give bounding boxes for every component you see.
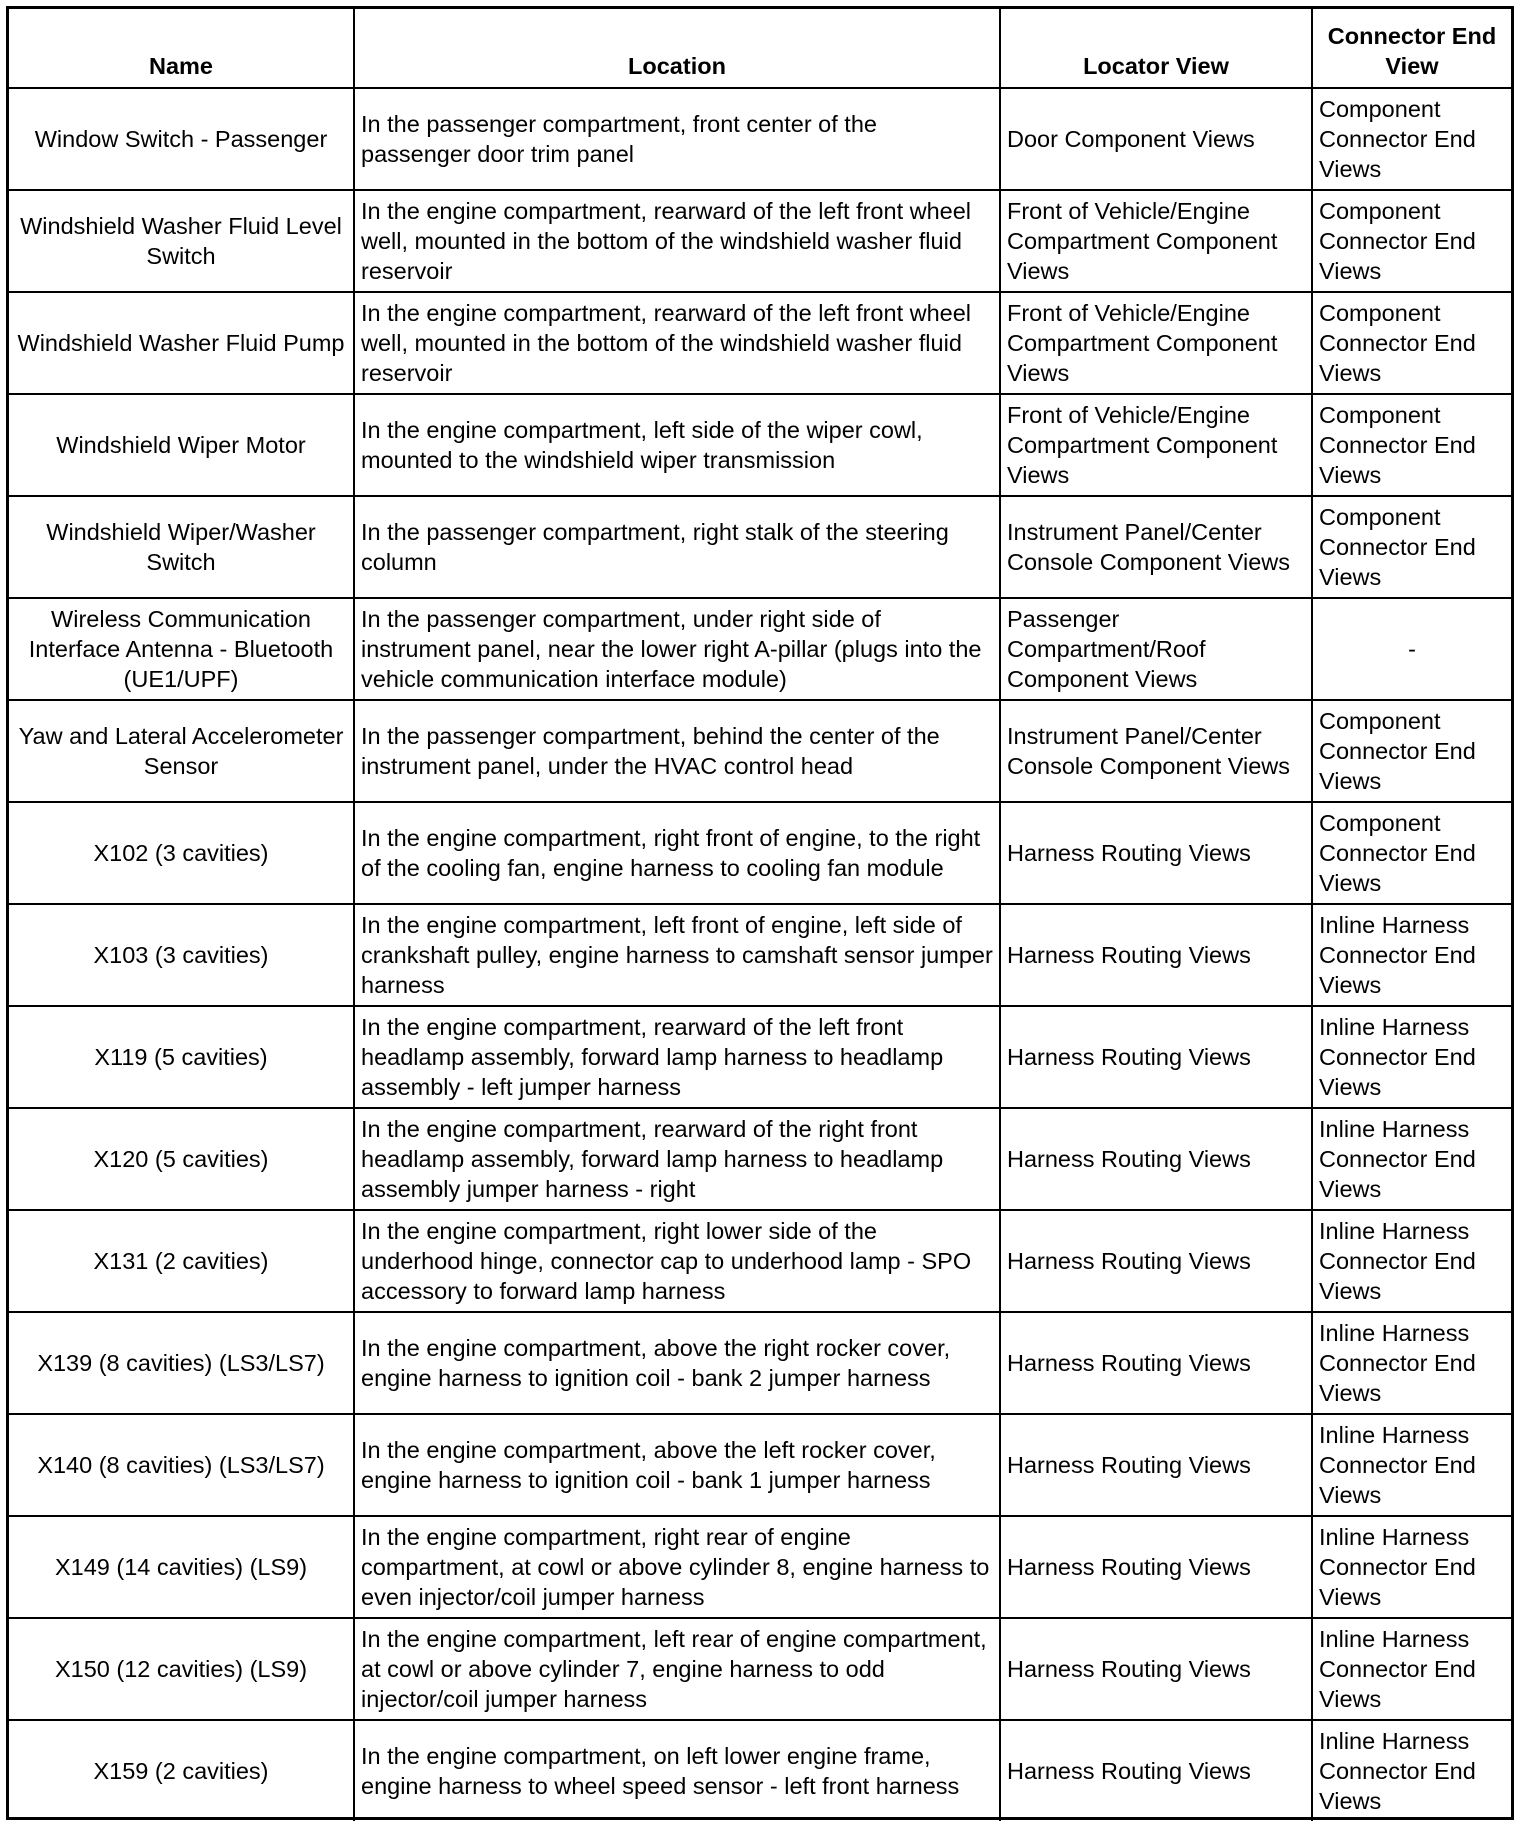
cell-location: In the engine compartment, rearward of the right front headlamp assembly, forward lamp harness to headlamp assembly jumper harness - right xyxy=(354,1108,1000,1210)
cell-location: In the passenger compartment, under right side of instrument panel, near the lower right A-pillar (plugs into the vehicle communication interface module) xyxy=(354,598,1000,700)
table-row xyxy=(9,1312,1511,1414)
cell-locator-view: Harness Routing Views xyxy=(1000,1516,1312,1618)
cell-location: In the engine compartment, on left lower engine frame, engine harness to wheel speed sensor - left front harness xyxy=(354,1720,1000,1821)
cell-locator-view: Front of Vehicle/Engine Compartment Component Views xyxy=(1000,190,1312,292)
cell-locator-view: Harness Routing Views xyxy=(1000,904,1312,1006)
table-row xyxy=(9,1516,1511,1618)
table-row xyxy=(9,292,1511,394)
header-location: Location xyxy=(354,9,1000,88)
cell-connector-end-view: Inline Harness Connector End Views xyxy=(1312,904,1511,1006)
cell-name: X131 (2 cavities) xyxy=(9,1210,354,1312)
cell-location: In the passenger compartment, behind the center of the instrument panel, under the HVAC control head xyxy=(354,700,1000,802)
table-row xyxy=(9,700,1511,802)
table-row xyxy=(9,1618,1511,1720)
table-row xyxy=(9,802,1511,904)
cell-connector-end-view: Inline Harness Connector End Views xyxy=(1312,1516,1511,1618)
cell-connector-end-view: Inline Harness Connector End Views xyxy=(1312,1006,1511,1108)
header-connector-end-view: Connector End View xyxy=(1312,9,1511,88)
component-locator-table xyxy=(9,9,1511,1821)
cell-connector-end-view: Inline Harness Connector End Views xyxy=(1312,1210,1511,1312)
cell-connector-end-view: Component Connector End Views xyxy=(1312,496,1511,598)
cell-locator-view: Harness Routing Views xyxy=(1000,1210,1312,1312)
cell-location: In the engine compartment, right front of engine, to the right of the cooling fan, engine harness to cooling fan module xyxy=(354,802,1000,904)
cell-location: In the engine compartment, rearward of the left front wheel well, mounted in the bottom of the windshield washer fluid reservoir xyxy=(354,190,1000,292)
cell-location: In the engine compartment, above the right rocker cover, engine harness to ignition coil - bank 2 jumper harness xyxy=(354,1312,1000,1414)
cell-connector-end-view: Component Connector End Views xyxy=(1312,802,1511,904)
cell-name: X159 (2 cavities) xyxy=(9,1720,354,1821)
cell-connector-end-view: Component Connector End Views xyxy=(1312,700,1511,802)
cell-name: Yaw and Lateral Accelerometer Sensor xyxy=(9,700,354,802)
cell-locator-view: Harness Routing Views xyxy=(1000,1006,1312,1108)
cell-location: In the engine compartment, rearward of the left front headlamp assembly, forward lamp harness to headlamp assembly - left jumper harness xyxy=(354,1006,1000,1108)
cell-connector-end-view: Inline Harness Connector End Views xyxy=(1312,1312,1511,1414)
component-locator-table-frame xyxy=(6,6,1514,1820)
cell-locator-view: Front of Vehicle/Engine Compartment Component Views xyxy=(1000,394,1312,496)
cell-connector-end-view: Inline Harness Connector End Views xyxy=(1312,1414,1511,1516)
cell-connector-end-view: Component Connector End Views xyxy=(1312,88,1511,190)
cell-locator-view: Instrument Panel/Center Console Component Views xyxy=(1000,700,1312,802)
cell-name: Windshield Washer Fluid Pump xyxy=(9,292,354,394)
cell-location: In the engine compartment, right rear of engine compartment, at cowl or above cylinder 8, engine harness to even injector/coil jumper harness xyxy=(354,1516,1000,1618)
cell-location: In the passenger compartment, right stalk of the steering column xyxy=(354,496,1000,598)
cell-name: Windshield Wiper/Washer Switch xyxy=(9,496,354,598)
cell-locator-view: Harness Routing Views xyxy=(1000,1312,1312,1414)
cell-name: X120 (5 cavities) xyxy=(9,1108,354,1210)
cell-name: X103 (3 cavities) xyxy=(9,904,354,1006)
cell-locator-view: Harness Routing Views xyxy=(1000,1618,1312,1720)
table-row xyxy=(9,190,1511,292)
cell-name: Windshield Washer Fluid Level Switch xyxy=(9,190,354,292)
table-row xyxy=(9,88,1511,190)
cell-name: Windshield Wiper Motor xyxy=(9,394,354,496)
table-row xyxy=(9,1006,1511,1108)
table-row xyxy=(9,1414,1511,1516)
cell-name: X140 (8 cavities) (LS3/LS7) xyxy=(9,1414,354,1516)
cell-name: X139 (8 cavities) (LS3/LS7) xyxy=(9,1312,354,1414)
table-row xyxy=(9,904,1511,1006)
header-locator-view: Locator View xyxy=(1000,9,1312,88)
table-row xyxy=(9,1720,1511,1821)
cell-name: X102 (3 cavities) xyxy=(9,802,354,904)
cell-name: X149 (14 cavities) (LS9) xyxy=(9,1516,354,1618)
cell-connector-end-view: Component Connector End Views xyxy=(1312,394,1511,496)
table-row xyxy=(9,1108,1511,1210)
header-name: Name xyxy=(9,9,354,88)
cell-connector-end-view: - xyxy=(1312,598,1511,700)
cell-location: In the engine compartment, left side of the wiper cowl, mounted to the windshield wiper transmission xyxy=(354,394,1000,496)
cell-locator-view: Door Component Views xyxy=(1000,88,1312,190)
table-row xyxy=(9,1210,1511,1312)
table-row xyxy=(9,598,1511,700)
cell-locator-view: Harness Routing Views xyxy=(1000,1414,1312,1516)
cell-name: X119 (5 cavities) xyxy=(9,1006,354,1108)
cell-name: Window Switch - Passenger xyxy=(9,88,354,190)
table-row xyxy=(9,394,1511,496)
cell-locator-view: Harness Routing Views xyxy=(1000,1108,1312,1210)
cell-name: X150 (12 cavities) (LS9) xyxy=(9,1618,354,1720)
cell-connector-end-view: Inline Harness Connector End Views xyxy=(1312,1618,1511,1720)
table-row xyxy=(9,496,1511,598)
cell-locator-view: Harness Routing Views xyxy=(1000,802,1312,904)
cell-connector-end-view: Inline Harness Connector End Views xyxy=(1312,1108,1511,1210)
cell-connector-end-view: Component Connector End Views xyxy=(1312,292,1511,394)
cell-location: In the engine compartment, rearward of the left front wheel well, mounted in the bottom of the windshield washer fluid reservoir xyxy=(354,292,1000,394)
cell-location: In the engine compartment, right lower side of the underhood hinge, connector cap to underhood lamp - SPO accessory to forward lamp harness xyxy=(354,1210,1000,1312)
cell-locator-view: Front of Vehicle/Engine Compartment Component Views xyxy=(1000,292,1312,394)
cell-location: In the engine compartment, left rear of engine compartment, at cowl or above cylinder 7, engine harness to odd injector/coil jumper harness xyxy=(354,1618,1000,1720)
cell-connector-end-view: Component Connector End Views xyxy=(1312,190,1511,292)
table-header-row xyxy=(9,9,1511,88)
cell-location: In the engine compartment, left front of engine, left side of crankshaft pulley, engine harness to camshaft sensor jumper harness xyxy=(354,904,1000,1006)
cell-locator-view: Passenger Compartment/Roof Component Views xyxy=(1000,598,1312,700)
cell-locator-view: Harness Routing Views xyxy=(1000,1720,1312,1821)
cell-locator-view: Instrument Panel/Center Console Component Views xyxy=(1000,496,1312,598)
cell-location: In the passenger compartment, front center of the passenger door trim panel xyxy=(354,88,1000,190)
cell-name: Wireless Communication Interface Antenna - Bluetooth (UE1/UPF) xyxy=(9,598,354,700)
cell-connector-end-view: Inline Harness Connector End Views xyxy=(1312,1720,1511,1821)
cell-location: In the engine compartment, above the left rocker cover, engine harness to ignition coil - bank 1 jumper harness xyxy=(354,1414,1000,1516)
